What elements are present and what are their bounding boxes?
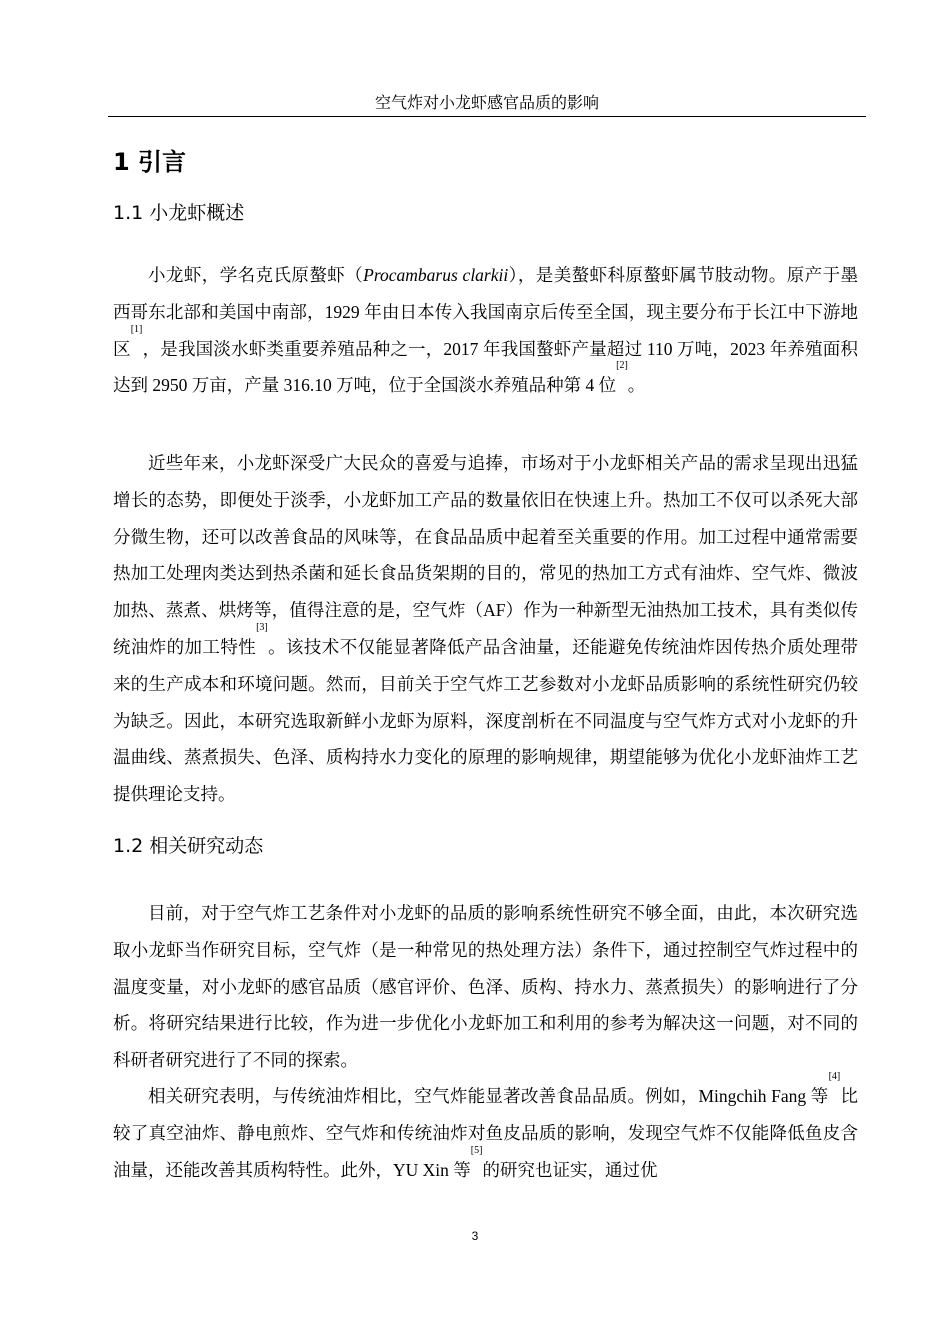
paragraph-research-scope: 目前，对于空气炸工艺条件对小龙虾的品质的影响系统性研究不够全面，由此，本次研究选取小龙虾当作研究目标，空气炸（是一种常见的热处理方法）条件下，通过控制空气炸过程中的温度变量，对小龙虾的感官品质（感官评价、色泽、质构、持水力、蒸煮损失）的影响进行了分析。将研究结果进行比较，作为进一步优化小龙虾加工和利用的参考为解决这一问题，对不同的科研者研究进行了不同的探索。 [113, 903, 858, 1071]
section-heading-introduction: 1 引言 [113, 148, 187, 176]
citation-ref[interactable]: [5] [470, 1144, 483, 1156]
paragraph-crayfish-overview: 小龙虾，学名克氏原螯虾（Procambarus clarkii），是美螯虾科原螯虾属节肢动物。原产于墨西哥东北部和美国中南部，1929 年由日本传入我国南京后传至全国，现主要分布于长江中下游地区[1]，是我国淡水虾类重要养殖品种之一，2017 年我国螯虾产量超过 110 万吨，2023 年养殖面积达到 2950 万亩，产量 316.10 万吨，位于全国淡水养殖品种第 4 位[2]。 [113, 265, 859, 396]
page-number: 3 [471, 1229, 479, 1243]
species-name: Procambarus clarkii [363, 265, 509, 285]
header-divider [108, 116, 866, 117]
paragraph-related-studies: 相关研究表明，与传统油炸相比，空气炸能显著改善食品品质。例如，Mingchih Fang 等[4]比较了真空油炸、静电煎炸、空气炸和传统油炸对鱼皮品质的影响，发现空气炸不仅能降低鱼皮含油量，还能改善其质构特性。此外，YU Xin 等[5]的研究也证实，通过优 [113, 1071, 858, 1180]
citation-ref[interactable]: [4] [828, 1071, 841, 1082]
citation-ref[interactable]: [1] [130, 323, 143, 335]
running-header: 空气炸对小龙虾感官品质的影响 [374, 95, 599, 112]
citation-ref[interactable]: [2] [616, 360, 628, 372]
subsection-heading-research-progress: 1.2 相关研究动态 [113, 835, 264, 857]
subsection-heading-crayfish-overview: 1.1 小龙虾概述 [113, 202, 245, 224]
paragraph-processing-background: 近些年来，小龙虾深受广大民众的喜爱与追捧，市场对于小龙虾相关产品的需求呈现出迅猛增长的态势，即便处于淡季，小龙虾加工产品的数量依旧在快速上升。热加工不仅可以杀死大部分微生物，还可以改善食品的风味等，在食品品质中起着至关重要的作用。加工过程中通常需要热加工处理肉类达到热杀菌和延长食品货架期的目的，常见的热加工方式有油炸、空气炸、微波加热、蒸煮、烘烤等，值得注意的是，空气炸（AF）作为一种新型无油热加工技术，具有类似传统油炸的加工特性[3]。该技术不仅能显著降低产品含油量，还能避免传统油炸因传热介质处理带来的生产成本和环境问题。然而，目前关于空气炸工艺参数对小龙虾品质影响的系统性研究仍较为缺乏。因此，本研究选取新鲜小龙虾为原料，深度剖析在不同温度与空气炸方式对小龙虾的升温曲线、蒸煮损失、色泽、质构持水力变化的原理的影响规律，期望能够为优化小龙虾油炸工艺提供理论支持。 [113, 453, 859, 805]
citation-ref[interactable]: [3] [256, 621, 268, 633]
